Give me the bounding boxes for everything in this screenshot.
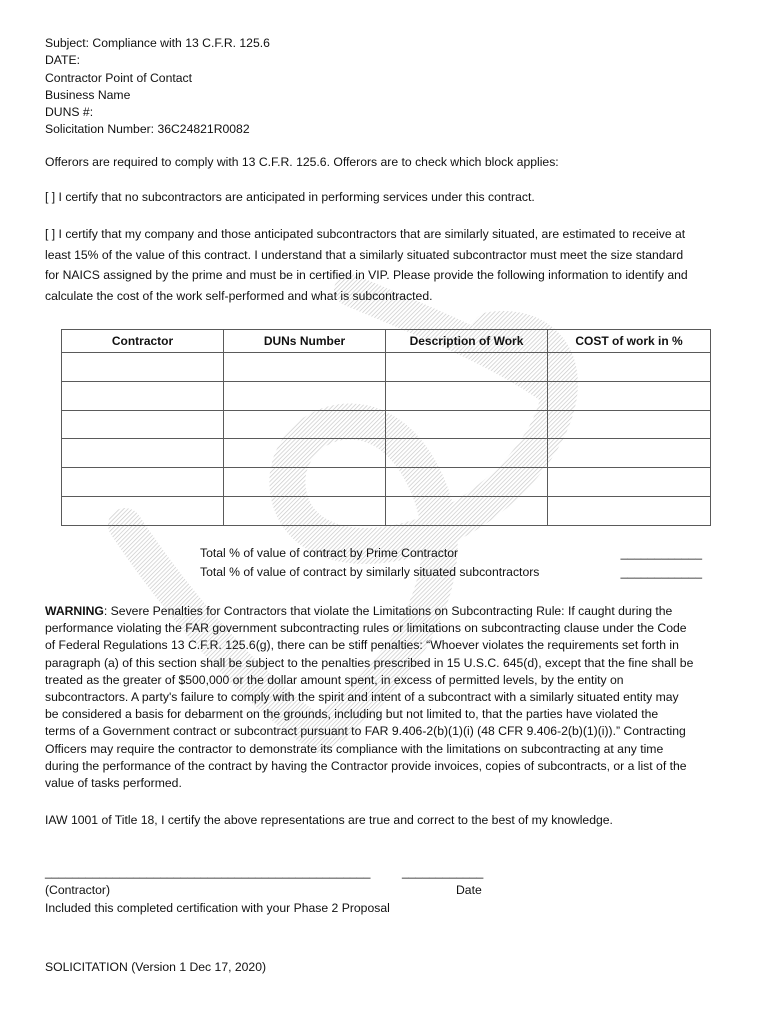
- warning-label: WARNING: [45, 604, 104, 618]
- warning-line: [45, 603, 735, 620]
- solicitation-line: Solicitation Number: 36C24821R0082: [45, 122, 250, 137]
- option-2-line: least 15% of the value of this contract. I understand that a similarly situated subcontractor must meet the size standard: [45, 247, 684, 262]
- option-similarly-situated[interactable]: [45, 224, 735, 306]
- total-prime-blank[interactable]: ____________: [620, 546, 702, 560]
- business-name-line: Business Name: [45, 87, 131, 102]
- table-row: [62, 381, 711, 410]
- option-2-line: [ ] I certify that my company and those anticipated subcontractors that are similarly situated, are estimated to receive at: [45, 227, 686, 241]
- signature-lines-row: [45, 863, 525, 881]
- table-cell[interactable]: [548, 381, 711, 410]
- warning-first-line: : Severe Penalties for Contractors that violate the Limitations on Subcontracting Rule: If caught during the: [103, 604, 673, 618]
- table-cell[interactable]: [224, 468, 386, 497]
- table-row: [62, 468, 711, 497]
- table-cell[interactable]: [386, 496, 548, 525]
- subcontractor-table: [61, 329, 711, 526]
- option-no-subcontractors[interactable]: [ ] I certify that no subcontractors are anticipated in performing services under this contract.: [45, 190, 535, 204]
- table-cell[interactable]: [224, 381, 386, 410]
- table-cell[interactable]: [386, 410, 548, 439]
- date-label: Date: [456, 883, 482, 897]
- header-cost-percent: COST of work in %: [548, 330, 711, 353]
- table-cell[interactable]: [548, 353, 711, 382]
- warning-line: be considered a basis for debarment on the grounds, including but not limited to, that the parties have violated the: [45, 707, 659, 722]
- warning-line: treated as the greater of $500,000 or the dollar amount spent, in excess of permitted levels, by the entity on: [45, 672, 624, 687]
- warning-line: performance violating the FAR government subcontracting rules or limitations on subcontracting clause under the Code: [45, 621, 687, 636]
- warning-line: value of tasks performed.: [45, 776, 182, 791]
- header-contractor: Contractor: [62, 330, 224, 353]
- header-description-of-work: Description of Work: [386, 330, 548, 353]
- table-row: [62, 353, 711, 382]
- table-row: [62, 439, 711, 468]
- duns-line: DUNS #:: [45, 105, 94, 120]
- table-cell[interactable]: [62, 439, 224, 468]
- table-cell[interactable]: [224, 353, 386, 382]
- date-signature-line[interactable]: ____________: [402, 865, 484, 879]
- included-note: Included this completed certification with your Phase 2 Proposal: [45, 901, 390, 915]
- table-cell[interactable]: [224, 439, 386, 468]
- table-cell[interactable]: [548, 410, 711, 439]
- total-prime-label: Total % of value of contract by Prime Contractor: [200, 546, 459, 560]
- header-duns-number: DUNs Number: [224, 330, 386, 353]
- warning-line: subcontractors. A party's failure to comply with the spirit and intent of a subcontract with a similarly situated entity may: [45, 690, 679, 705]
- option-2-line: for NAICS assigned by the prime and must be in certified in VIP. Please provide the following information to identify and: [45, 268, 688, 282]
- table-row: [62, 410, 711, 439]
- total-prime-row: [200, 544, 710, 563]
- warning-line: terms of a Government contract or subcontract pursuant to FAR 9.406-2(b)(1)(i) (48 CFR 9.406-2(b)(1)(i)).” Contracting: [45, 724, 686, 739]
- table-cell[interactable]: [224, 410, 386, 439]
- warning-line: of Federal Regulations 13 C.F.R. 125.6(g), there can be stiff penalties: “Whoever violates the requirements set forth in: [45, 638, 679, 653]
- warning-line: during the performance of the contract by having the Contractor provide invoices, copies of subcontracts, or a list of the: [45, 758, 687, 773]
- table-cell[interactable]: [62, 468, 224, 497]
- totals-block: [200, 544, 710, 582]
- signature-block: [45, 863, 525, 917]
- table-cell[interactable]: [62, 353, 224, 382]
- table-cell[interactable]: [386, 353, 548, 382]
- poc-line: Contractor Point of Contact: [45, 70, 192, 85]
- table-cell[interactable]: [62, 381, 224, 410]
- table-cell[interactable]: [548, 439, 711, 468]
- table-cell[interactable]: [548, 468, 711, 497]
- total-subs-row: [200, 563, 710, 582]
- table-cell[interactable]: [224, 496, 386, 525]
- table-cell[interactable]: [62, 496, 224, 525]
- included-note-row: [45, 899, 525, 917]
- warning-line: Officers may require the contractor to demonstrate its compliance with the limitations on subcontracting at any time: [45, 741, 664, 756]
- table-cell[interactable]: [62, 410, 224, 439]
- table-cell[interactable]: [386, 439, 548, 468]
- table-header-row: [62, 330, 711, 353]
- instructions: Offerors are required to comply with 13 C.F.R. 125.6. Offerors are to check which block applies:: [45, 155, 559, 169]
- footer-version: SOLICITATION (Version 1 Dec 17, 2020): [45, 960, 267, 974]
- warning-block: [45, 603, 735, 792]
- header-block: [45, 35, 270, 139]
- signature-labels-row: [45, 881, 525, 899]
- contractor-label: (Contractor): [45, 883, 111, 897]
- certification-statement: IAW 1001 of Title 18, I certify the above representations are true and correct to the best of my knowledge.: [45, 813, 613, 827]
- option-2-line: calculate the cost of the work self-performed and what is subcontracted.: [45, 288, 433, 303]
- table-cell[interactable]: [548, 496, 711, 525]
- table-row: [62, 496, 711, 525]
- signature-line[interactable]: ________________________________________________: [45, 865, 371, 879]
- subject-line: Subject: Compliance with 13 C.F.R. 125.6: [45, 36, 270, 50]
- total-subs-label: Total % of value of contract by similarly situated subcontractors: [200, 565, 540, 579]
- table-cell[interactable]: [386, 468, 548, 497]
- warning-line: paragraph (a) of this section shall be subject to the penalties prescribed in 15 U.S.C. 645(d), except that the fine shall be: [45, 655, 694, 670]
- date-line: DATE:: [45, 53, 80, 68]
- table-cell[interactable]: [386, 381, 548, 410]
- total-subs-blank[interactable]: ____________: [620, 565, 702, 579]
